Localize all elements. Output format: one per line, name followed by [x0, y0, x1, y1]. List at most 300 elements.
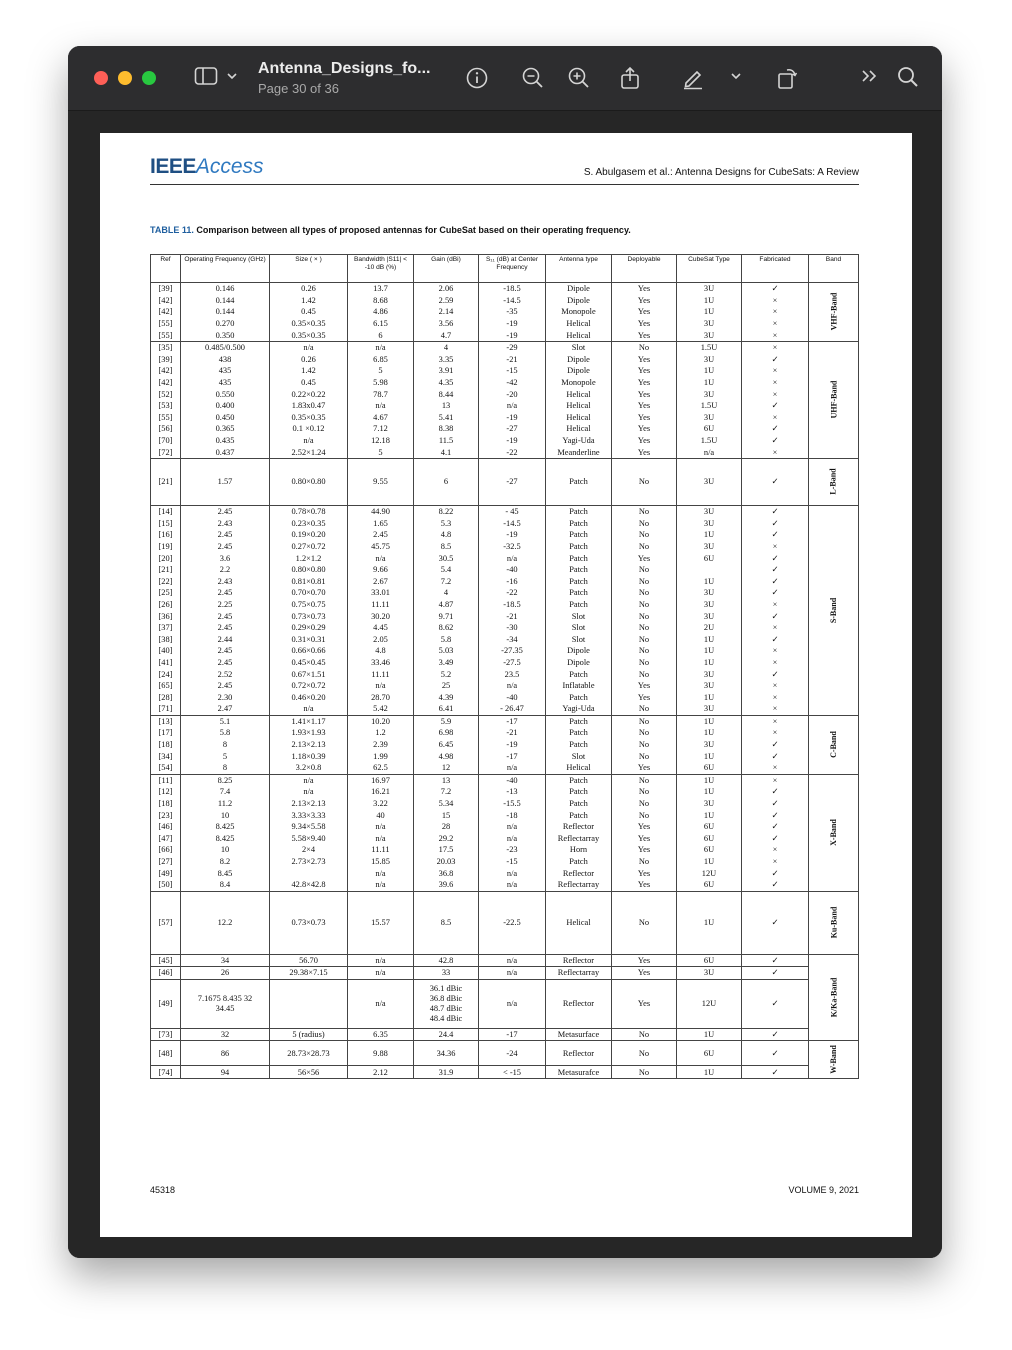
table-cell: Yes [612, 833, 677, 845]
table-cell: n/a [270, 786, 348, 798]
table-cell: 33 [414, 967, 479, 980]
table-cell: [72] [151, 446, 181, 458]
table-cell: 2.45 [181, 657, 270, 669]
band-label: K/Ka-Band [809, 954, 859, 1041]
table-cell: 4 [414, 587, 479, 599]
table-cell: n/a [348, 954, 414, 967]
table-cell: ✓ [742, 1028, 809, 1041]
table-cell: Inflatable [546, 680, 612, 692]
running-header: S. Abulgasem et al.: Antenna Designs for CubeSats: A Review [583, 167, 859, 178]
table-row [151, 1028, 859, 1041]
table-cell: No [612, 1041, 677, 1066]
table-row [151, 774, 859, 786]
table-cell: Reflectarray [546, 833, 612, 845]
table-cell: [35] [151, 341, 181, 353]
table-cell: 1.2 [348, 727, 414, 739]
table-cell: Patch [546, 458, 612, 505]
table-cell: 3U [677, 599, 742, 611]
table-cell: No [612, 657, 677, 669]
table-cell: Patch [546, 575, 612, 587]
table-cell: 6U [677, 833, 742, 845]
sidebar-icon[interactable] [192, 66, 220, 90]
table-cell: 1.42 [270, 295, 348, 307]
table-cell: 34 [181, 954, 270, 967]
table-cell: n/a [270, 703, 348, 715]
table-cell: Monopole [546, 306, 612, 318]
table-cell: [65] [151, 680, 181, 692]
chevron-down-icon[interactable] [224, 66, 240, 90]
table-cell: ✓ [742, 283, 809, 295]
table-cell: Monopole [546, 377, 612, 389]
rotate-icon[interactable] [774, 66, 800, 90]
table-cell: No [612, 1028, 677, 1041]
table-cell: [71] [151, 703, 181, 715]
table-cell: - 45 [479, 505, 546, 517]
table-cell: Metasurafce [546, 1066, 612, 1079]
table-cell: 1U [677, 529, 742, 541]
table-cell: 1.5U [677, 400, 742, 412]
table-row [151, 622, 859, 634]
table-cell: 0.350 [181, 329, 270, 341]
table-cell: 0.78×0.78 [270, 505, 348, 517]
table-cell: 3U [677, 541, 742, 553]
table-cell: 1U [677, 365, 742, 377]
more-icon[interactable] [858, 66, 880, 90]
table-cell: ✓ [742, 423, 809, 435]
table-cell: 24.4 [414, 1028, 479, 1041]
table-cell: ✓ [742, 954, 809, 967]
table-cell: < -15 [479, 1066, 546, 1079]
table-row [151, 400, 859, 412]
table-row [151, 633, 859, 645]
table-cell: 1U [677, 715, 742, 727]
table-cell: 25 [414, 680, 479, 692]
table-cell: 1.5U [677, 341, 742, 353]
table-cell: 4.87 [414, 599, 479, 611]
table-cell: ✓ [742, 633, 809, 645]
table-cell: 3.56 [414, 318, 479, 330]
pdf-page [100, 133, 912, 1237]
table-cell: Helical [546, 412, 612, 424]
table-cell: 45.75 [348, 541, 414, 553]
table-cell: 1U [677, 633, 742, 645]
table-row [151, 435, 859, 447]
column-header: Ref [151, 255, 181, 283]
table-cell: 0.29×0.29 [270, 622, 348, 634]
table-cell: 3.2×0.8 [270, 762, 348, 774]
table-cell: 2×4 [270, 844, 348, 856]
table-cell: 3U [677, 587, 742, 599]
close-window-button[interactable] [94, 71, 108, 85]
table-cell: 33.01 [348, 587, 414, 599]
table-cell: n/a [479, 954, 546, 967]
table-cell: 0.485/0.500 [181, 341, 270, 353]
markup-icon[interactable] [680, 66, 706, 90]
table-cell: ✓ [742, 354, 809, 366]
document-viewer[interactable] [68, 111, 942, 1258]
table-cell: 0.270 [181, 318, 270, 330]
table-cell: 56×56 [270, 1066, 348, 1079]
table-cell: No [612, 703, 677, 715]
table-cell: 29.2 [414, 833, 479, 845]
table-row [151, 867, 859, 879]
table-cell: × [742, 762, 809, 774]
table-cell: n/a [348, 341, 414, 353]
table-cell: 94 [181, 1066, 270, 1079]
table-cell: [57] [151, 891, 181, 954]
table-cell: 28.73×28.73 [270, 1041, 348, 1066]
table-cell: 15 [414, 809, 479, 821]
table-cell [677, 564, 742, 576]
table-cell: No [612, 541, 677, 553]
table-cell: 6.98 [414, 727, 479, 739]
table-cell: Yes [612, 283, 677, 295]
table-cell: 4.8 [414, 529, 479, 541]
table-cell: 10 [181, 809, 270, 821]
table-cell: Yes [612, 400, 677, 412]
table-cell: Yagi-Uda [546, 703, 612, 715]
table-cell: 6U [677, 954, 742, 967]
table-cell: 5.9 [414, 715, 479, 727]
table-row [151, 844, 859, 856]
table-cell: No [612, 739, 677, 751]
table-cell: Yes [612, 423, 677, 435]
table-cell: [49] [151, 867, 181, 879]
table-cell: 2.45 [348, 529, 414, 541]
table-cell: × [742, 541, 809, 553]
table-cell: No [612, 727, 677, 739]
info-icon[interactable] [464, 66, 490, 90]
table-cell: [21] [151, 458, 181, 505]
table-cell: Yes [612, 691, 677, 703]
table-cell: ✓ [742, 979, 809, 1028]
table-cell: - 26.47 [479, 703, 546, 715]
table-cell: Yes [612, 365, 677, 377]
table-cell: 0.66×0.66 [270, 645, 348, 657]
table-cell: [39] [151, 354, 181, 366]
share-icon[interactable] [618, 66, 642, 90]
table-cell: 2.45 [181, 541, 270, 553]
table-cell: 8.22 [414, 505, 479, 517]
table-cell: ✓ [742, 435, 809, 447]
table-cell: No [612, 610, 677, 622]
table-cell: 0.450 [181, 412, 270, 424]
table-cell: ✓ [742, 867, 809, 879]
table-cell: ✓ [742, 891, 809, 954]
table-cell: 3U [677, 329, 742, 341]
table-cell: [49] [151, 979, 181, 1028]
column-header: CubeSat Type [677, 255, 742, 283]
table-cell: 56.70 [270, 954, 348, 967]
table-cell: [50] [151, 879, 181, 891]
table-cell: 0.31×0.31 [270, 633, 348, 645]
table-cell: -34 [479, 633, 546, 645]
table-cell: ✓ [742, 739, 809, 751]
table-cell: Slot [546, 341, 612, 353]
table-cell: [23] [151, 809, 181, 821]
table-cell: Patch [546, 505, 612, 517]
table-cell: 0.81×0.81 [270, 575, 348, 587]
table-cell: 5.34 [414, 798, 479, 810]
minimize-window-button[interactable] [118, 71, 132, 85]
table-cell: 1U [677, 891, 742, 954]
table-cell: ✓ [742, 786, 809, 798]
table-cell: 2.47 [181, 703, 270, 715]
table-cell: Patch [546, 552, 612, 564]
chevron-down-icon[interactable] [728, 66, 744, 90]
table-cell: Patch [546, 587, 612, 599]
column-header: Fabricated [742, 255, 809, 283]
table-cell: × [742, 727, 809, 739]
table-row [151, 295, 859, 307]
table-cell: × [742, 657, 809, 669]
table-cell: Yes [612, 354, 677, 366]
table-cell: 11.5 [414, 435, 479, 447]
table-cell: -27.35 [479, 645, 546, 657]
table-cell: 0.46×0.20 [270, 691, 348, 703]
table-cell: n/a [479, 680, 546, 692]
table-row [151, 833, 859, 845]
table-cell: 2.43 [181, 575, 270, 587]
table-cell: No [612, 575, 677, 587]
table-cell: 8 [181, 739, 270, 751]
table-cell: No [612, 786, 677, 798]
table-cell: n/a [677, 446, 742, 458]
table-cell: ✓ [742, 610, 809, 622]
pdf-viewer-window [68, 46, 942, 1258]
table-cell: 44.90 [348, 505, 414, 517]
table-cell: -22 [479, 446, 546, 458]
table-cell: ✓ [742, 821, 809, 833]
table-cell: 1.57 [181, 458, 270, 505]
table-cell: n/a [348, 879, 414, 891]
table-cell: Helical [546, 762, 612, 774]
table-cell: 9.71 [414, 610, 479, 622]
table-cell: 0.437 [181, 446, 270, 458]
table-cell: 1.5U [677, 435, 742, 447]
table-cell [270, 867, 348, 879]
table-cell: Patch [546, 856, 612, 868]
table-cell: Yes [612, 680, 677, 692]
table-cell: 1U [677, 809, 742, 821]
table-cell: 2.39 [348, 739, 414, 751]
table-row [151, 691, 859, 703]
table-cell: × [742, 844, 809, 856]
table-cell: 0.27×0.72 [270, 541, 348, 553]
table-row [151, 891, 859, 954]
zoom-window-button[interactable] [142, 71, 156, 85]
table-cell: -14.5 [479, 295, 546, 307]
table-cell: × [742, 318, 809, 330]
table-cell: 2.25 [181, 599, 270, 611]
table-cell: n/a [479, 867, 546, 879]
table-cell: 12.18 [348, 435, 414, 447]
table-cell: No [612, 809, 677, 821]
table-cell: [52] [151, 388, 181, 400]
table-cell: No [612, 505, 677, 517]
table-cell: 0.144 [181, 295, 270, 307]
toolbar [68, 46, 942, 111]
table-cell: -17 [479, 1028, 546, 1041]
table-cell: -17 [479, 750, 546, 762]
table-cell: 5 [181, 750, 270, 762]
table-cell: 5.2 [414, 668, 479, 680]
table-cell: Reflector [546, 867, 612, 879]
table-cell: Yes [612, 552, 677, 564]
table-cell: 1.18×0.39 [270, 750, 348, 762]
zoom-out-icon[interactable] [520, 66, 546, 90]
table-row [151, 446, 859, 458]
table-cell: 8 [181, 762, 270, 774]
table-cell: ✓ [742, 809, 809, 821]
table-cell: 3U [677, 680, 742, 692]
table-row [151, 283, 859, 295]
table-cell: 2.43 [181, 518, 270, 530]
table-cell: 0.550 [181, 388, 270, 400]
table-row [151, 318, 859, 330]
table-cell: 3U [677, 739, 742, 751]
table-cell: 3U [677, 458, 742, 505]
table-cell: Reflectarray [546, 879, 612, 891]
table-cell: -13 [479, 786, 546, 798]
table-cell: × [742, 774, 809, 786]
table-cell: n/a [348, 833, 414, 845]
band-label: S-Band [809, 505, 859, 715]
antenna-comparison-table [150, 254, 859, 1079]
table-cell: n/a [348, 400, 414, 412]
table-cell: [15] [151, 518, 181, 530]
table-cell: Horn [546, 844, 612, 856]
table-cell: 3U [677, 318, 742, 330]
table-cell: [20] [151, 552, 181, 564]
table-cell: -40 [479, 774, 546, 786]
table-cell: Helical [546, 318, 612, 330]
table-cell: Dipole [546, 295, 612, 307]
table-cell: 2.45 [181, 587, 270, 599]
table-cell: 1U [677, 691, 742, 703]
table-row [151, 354, 859, 366]
table-cell: 11.11 [348, 844, 414, 856]
table-cell: Yes [612, 435, 677, 447]
table-row [151, 587, 859, 599]
table-cell: No [612, 341, 677, 353]
search-icon[interactable] [896, 66, 920, 90]
table-cell: No [612, 529, 677, 541]
table-cell: Slot [546, 622, 612, 634]
table-cell: 2.59 [414, 295, 479, 307]
table-row [151, 954, 859, 967]
table-cell: No [612, 1066, 677, 1079]
table-cell: No [612, 599, 677, 611]
table-row [151, 657, 859, 669]
table-cell: 6.41 [414, 703, 479, 715]
table-cell: 1.93×1.93 [270, 727, 348, 739]
table-cell: -20 [479, 388, 546, 400]
table-cell: 12U [677, 867, 742, 879]
table-cell: 0.72×0.72 [270, 680, 348, 692]
table-cell: 3.49 [414, 657, 479, 669]
table-cell: 435 [181, 377, 270, 389]
table-cell: 1U [677, 856, 742, 868]
table-cell: 5.03 [414, 645, 479, 657]
table-cell: No [612, 715, 677, 727]
table-cell: 1U [677, 295, 742, 307]
table-cell: ✓ [742, 518, 809, 530]
table-row [151, 668, 859, 680]
table-cell: 2.13×2.13 [270, 739, 348, 751]
table-cell: n/a [348, 821, 414, 833]
table-cell: × [742, 599, 809, 611]
table-cell: 42.8 [414, 954, 479, 967]
table-cell: × [742, 691, 809, 703]
table-cell: ✓ [742, 798, 809, 810]
table-cell: 3.22 [348, 798, 414, 810]
table-cell: Slot [546, 633, 612, 645]
table-cell: -21 [479, 610, 546, 622]
table-cell: 2.14 [414, 306, 479, 318]
table-cell: ✓ [742, 575, 809, 587]
table-cell: 13 [414, 400, 479, 412]
table-row [151, 412, 859, 424]
table-cell: Metasurface [546, 1028, 612, 1041]
table-cell: No [612, 587, 677, 599]
table-cell: ✓ [742, 400, 809, 412]
table-cell: No [612, 564, 677, 576]
table-cell: 1.65 [348, 518, 414, 530]
table-cell: No [612, 518, 677, 530]
table-cell: 8.5 [414, 541, 479, 553]
table-cell: n/a [479, 552, 546, 564]
table-cell: ✓ [742, 458, 809, 505]
table-cell: 8.62 [414, 622, 479, 634]
table-cell: ✓ [742, 750, 809, 762]
table-cell: No [612, 622, 677, 634]
table-cell: 2.06 [414, 283, 479, 295]
table-cell: 5.8 [181, 727, 270, 739]
table-cell: 1U [677, 774, 742, 786]
table-cell: ✓ [742, 505, 809, 517]
table-cell: 23.5 [479, 668, 546, 680]
table-cell: 8.425 [181, 821, 270, 833]
table-cell: 39.6 [414, 879, 479, 891]
table-cell: [55] [151, 412, 181, 424]
table-cell: 5.58×9.40 [270, 833, 348, 845]
table-cell: 0.1 ×0.12 [270, 423, 348, 435]
table-cell: 16.21 [348, 786, 414, 798]
table-cell: 6U [677, 552, 742, 564]
table-cell: n/a [479, 762, 546, 774]
table-cell: × [742, 377, 809, 389]
table-cell: -29 [479, 341, 546, 353]
table-row [151, 529, 859, 541]
table-cell: 438 [181, 354, 270, 366]
table-cell: 3U [677, 967, 742, 980]
table-cell: -18.5 [479, 283, 546, 295]
table-cell [270, 979, 348, 1028]
table-cell: Yes [612, 295, 677, 307]
table-cell: n/a [479, 879, 546, 891]
table-cell: Dipole [546, 657, 612, 669]
table-cell: 5.1 [181, 715, 270, 727]
table-cell: 8.25 [181, 774, 270, 786]
zoom-in-icon[interactable] [566, 66, 592, 90]
table-cell: [54] [151, 762, 181, 774]
table-cell: Patch [546, 727, 612, 739]
table-cell: -19 [479, 412, 546, 424]
table-cell: n/a [270, 774, 348, 786]
table-cell: 9.34×5.58 [270, 821, 348, 833]
table-cell: ✓ [742, 668, 809, 680]
